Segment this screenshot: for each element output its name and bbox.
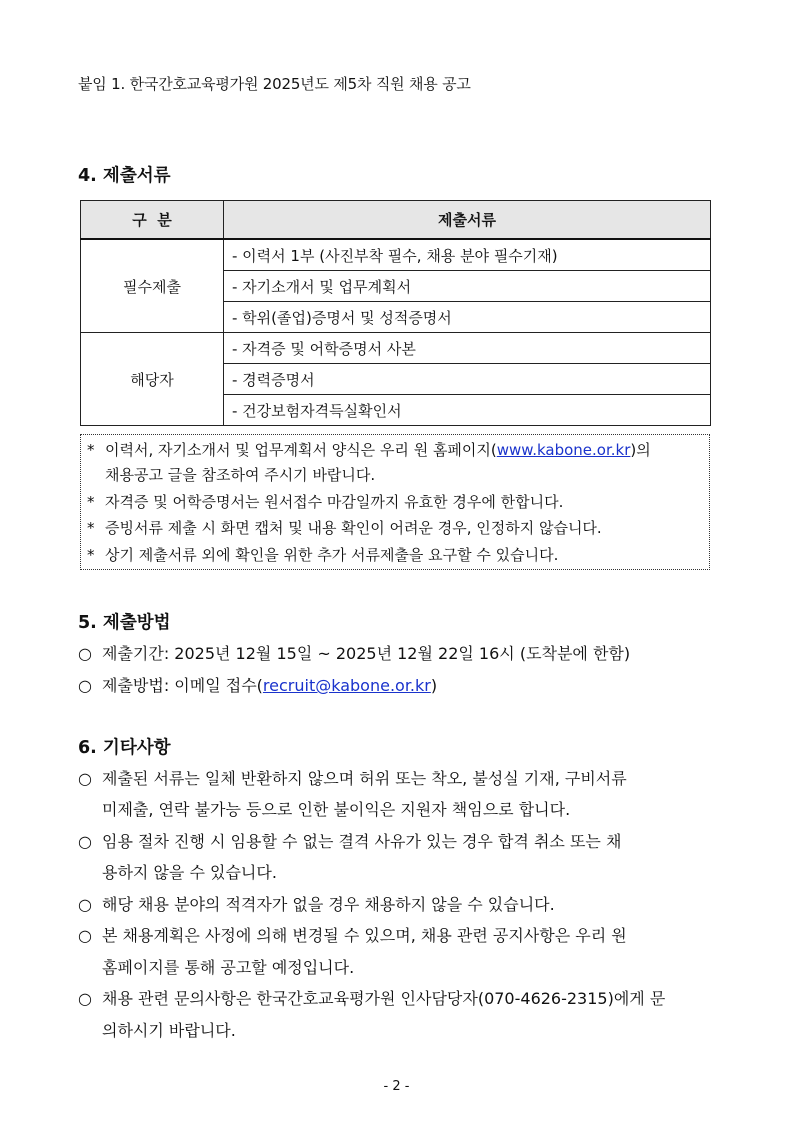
- misc-item-3-text: 해당 채용 분야의 적격자가 없을 경우 채용하지 않을 수 있습니다.: [102, 895, 555, 914]
- note-2-text: 자격증 및 어학증명서는 원서접수 마감일까지 유효한 경우에 한합니다.: [105, 493, 564, 511]
- documents-table: [80, 200, 711, 426]
- circle-bullet-icon: ○: [78, 644, 92, 663]
- circle-bullet-icon: ○: [78, 676, 92, 695]
- misc-item-5: [78, 986, 665, 1009]
- note-1-text: 이력서, 자기소개서 및 업무계획서 양식은 우리 원 홈페이지(: [105, 441, 497, 459]
- circle-bullet-icon: ○: [78, 895, 92, 914]
- submission-method-text: 제출방법: 이메일 접수(: [102, 676, 263, 695]
- homepage-link[interactable]: www.kabone.or.kr: [496, 441, 631, 459]
- section-5-title: 5. 제출방법: [78, 613, 171, 633]
- page-number: - 2 -: [383, 1079, 410, 1094]
- note-mark: *: [87, 441, 95, 459]
- note-mark: *: [87, 546, 95, 564]
- note-3-text: 증빙서류 제출 시 화면 캡처 및 내용 확인이 어려운 경우, 인정하지 않습니다.: [105, 519, 602, 537]
- misc-item-2: [78, 829, 621, 852]
- misc-item-1: [78, 766, 627, 789]
- submission-method-text-end: ): [430, 676, 438, 695]
- notes-box: [80, 434, 710, 570]
- circle-bullet-icon: ○: [78, 769, 92, 788]
- document-item: - 학위(졸업)증명서 및 성적증명서: [224, 302, 711, 333]
- document-header: 붙임 1. 한국간호교육평가원 2025년도 제5차 직원 채용 공고: [78, 75, 471, 93]
- circle-bullet-icon: ○: [78, 832, 92, 851]
- misc-item-4-text: 본 채용계획은 사정에 의해 변경될 수 있으며, 채용 관련 공지사항은 우리 원: [102, 926, 627, 945]
- misc-item-2-continued: 용하지 않을 수 있습니다.: [102, 863, 277, 882]
- misc-item-3: [78, 892, 555, 915]
- table-row: [81, 333, 711, 364]
- note-4-text: 상기 제출서류 외에 확인을 위한 추가 서류제출을 요구할 수 있습니다.: [105, 546, 559, 564]
- note-mark: *: [87, 493, 95, 511]
- document-item: - 자기소개서 및 업무계획서: [224, 271, 711, 302]
- email-link[interactable]: recruit@kabone.or.kr: [262, 676, 431, 695]
- note-mark: *: [87, 519, 95, 537]
- misc-item-4: [78, 923, 627, 946]
- section-4-title: 4. 제출서류: [78, 166, 171, 186]
- misc-item-1-continued: 미제출, 연락 불가능 등으로 인한 불이익은 지원자 책임으로 합니다.: [102, 800, 571, 819]
- misc-item-4-continued: 홈페이지를 통해 공고할 예정입니다.: [102, 958, 355, 977]
- note-1-cont-text: 채용공고 글을 참조하여 주시기 바랍니다.: [105, 466, 376, 484]
- table-row: [81, 239, 711, 271]
- submission-period-text: 제출기간: 2025년 12월 15일 ~ 2025년 12월 22일 16시 (도착분에 한함): [102, 644, 631, 663]
- submission-method: [78, 673, 437, 696]
- misc-item-5-text: 채용 관련 문의사항은 한국간호교육평가원 인사담당자(070-4626-2315)에게 문: [102, 989, 666, 1008]
- misc-item-5-continued: 의하시기 바랍니다.: [102, 1021, 236, 1040]
- misc-item-2-text: 임용 절차 진행 시 임용할 수 없는 결격 사유가 있는 경우 합격 취소 또는 채: [102, 832, 622, 851]
- table-header-category: 구 분: [81, 201, 224, 240]
- note-1-text-end: )의: [630, 441, 651, 459]
- misc-item-1-text: 제출된 서류는 일체 반환하지 않으며 허위 또는 착오, 불성실 기재, 구비서류: [102, 769, 627, 788]
- document-item: - 자격증 및 어학증명서 사본: [224, 333, 711, 364]
- circle-bullet-icon: ○: [78, 926, 92, 945]
- category-required: 필수제출: [81, 239, 224, 333]
- table-header-documents: 제출서류: [224, 201, 711, 240]
- submission-period: [78, 641, 630, 664]
- document-item: - 경력증명서: [224, 364, 711, 395]
- category-applicable: 해당자: [81, 333, 224, 426]
- document-item: - 건강보험자격득실확인서: [224, 395, 711, 426]
- document-item: - 이력서 1부 (사진부착 필수, 채용 분야 필수기재): [224, 239, 711, 271]
- section-6-title: 6. 기타사항: [78, 738, 171, 758]
- circle-bullet-icon: ○: [78, 989, 92, 1008]
